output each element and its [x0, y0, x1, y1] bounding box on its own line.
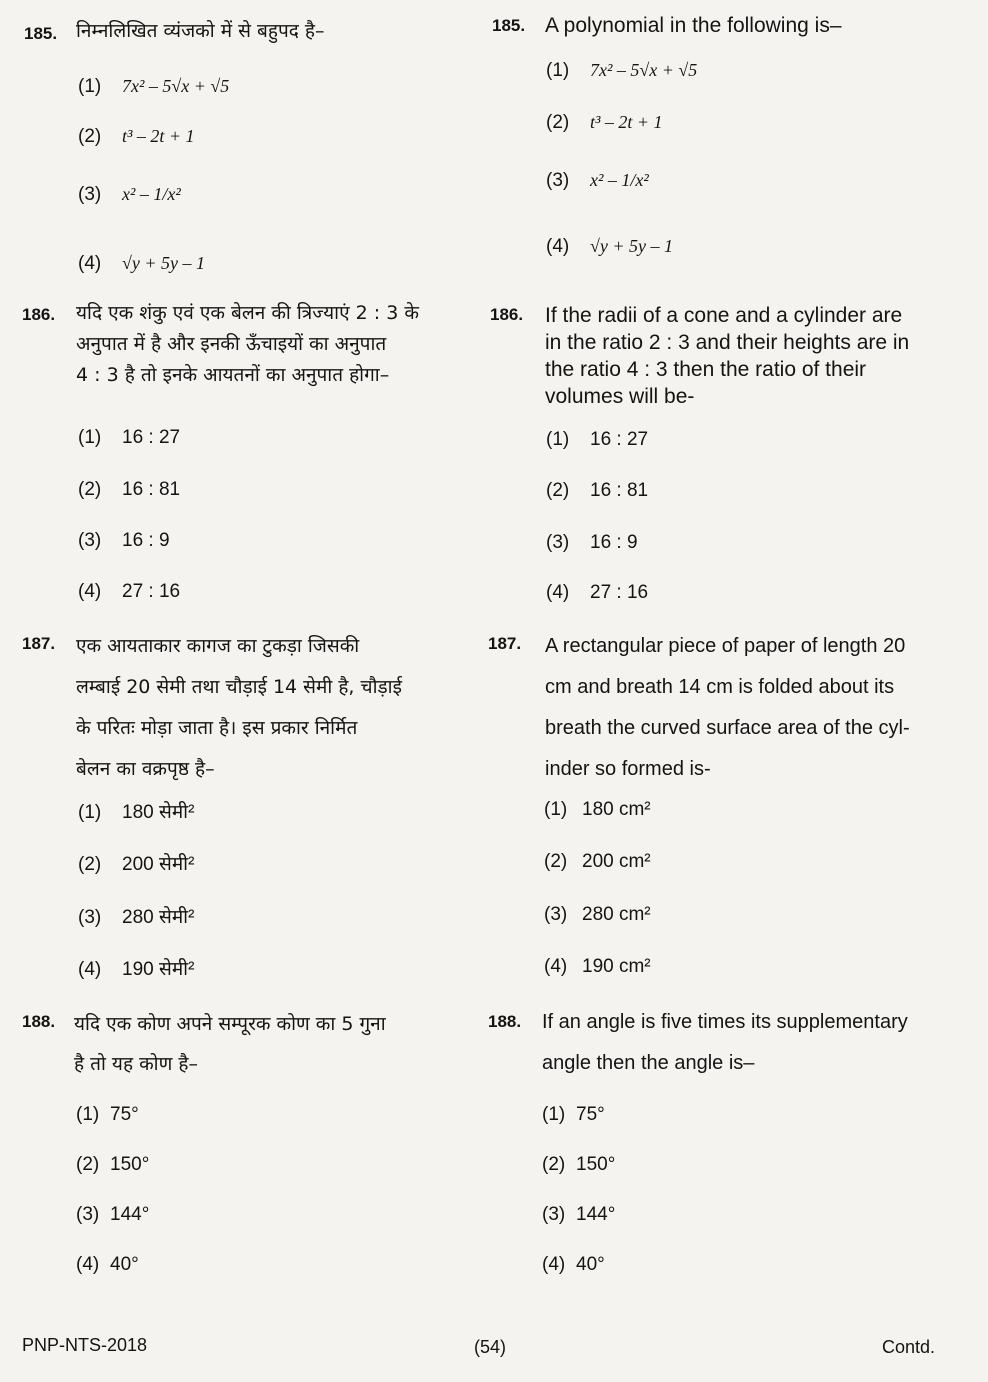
- q186-hi-text: यदि एक शंकु एवं एक बेलन की त्रिज्याएं 2 : 3 के अनुपात में है और इनकी ऊँचाइयों का अनुपात 4 : 3 है तो इनके आयतनों का अनुपात होगा–: [76, 302, 419, 386]
- q188-hi-option-2: (2) 150°: [76, 1154, 150, 1175]
- q188-en-text: If an angle is five times its supplementary angle then the angle is–: [542, 1011, 908, 1074]
- q186-hi-option-3: (3) 16 : 9: [78, 530, 170, 551]
- q186-hi-option-4: (4) 27 : 16: [78, 581, 181, 602]
- q185-en-option-2: (2) t³ – 2t + 1: [546, 112, 663, 133]
- q187-hi-option-3: (3) 280 सेमी²: [78, 907, 195, 928]
- q185-en-option-1: (1) 7x² – 5√x + √5: [546, 60, 698, 81]
- q188-en-number: 188.: [488, 1012, 522, 1031]
- q188-hi-text: यदि एक कोण अपने सम्पूरक कोण का 5 गुना है तो यह कोण है–: [74, 1013, 386, 1075]
- q186-en-option-4: (4) 27 : 16: [546, 582, 649, 603]
- q185-hi-text: निम्नलिखित व्यंजको में से बहुपद है–: [76, 20, 325, 42]
- q185-hi-option-4: (4) √y + 5y – 1: [78, 253, 206, 274]
- q188-hi-option-3: (3) 144°: [76, 1204, 150, 1225]
- q187-en-option-1: (1) 180 cm²: [544, 799, 651, 820]
- q185-hi-number: 185.: [24, 24, 58, 43]
- q187-en-option-4: (4) 190 cm²: [544, 956, 651, 977]
- q188-en-option-4: (4) 40°: [542, 1254, 605, 1275]
- q188-en-option-3: (3) 144°: [542, 1204, 616, 1225]
- q187-en-option-3: (3) 280 cm²: [544, 904, 651, 925]
- q186-en-option-1: (1) 16 : 27: [546, 429, 649, 450]
- q186-en-number: 186.: [490, 305, 524, 324]
- q188-en-option-2: (2) 150°: [542, 1154, 616, 1175]
- q187-en-option-2: (2) 200 cm²: [544, 851, 651, 872]
- q187-hi-option-4: (4) 190 सेमी²: [78, 959, 195, 980]
- q186-en-option-3: (3) 16 : 9: [546, 532, 638, 553]
- q187-hi-number: 187.: [22, 634, 56, 653]
- q186-en-option-2: (2) 16 : 81: [546, 480, 649, 501]
- q185-hi-option-1: (1) 7x² – 5√x + √5: [78, 76, 230, 97]
- q185-hi-option-2: (2) t³ – 2t + 1: [78, 126, 195, 147]
- q185-en-option-4: (4) √y + 5y – 1: [546, 236, 674, 257]
- q187-en-text: A rectangular piece of paper of length 20 cm and breath 14 cm is folded about its breath the curved surface area of the cyl- inder so formed is-: [545, 635, 910, 780]
- q185-en-number: 185.: [492, 16, 526, 35]
- q188-en-option-1: (1) 75°: [542, 1104, 605, 1125]
- q185-en-option-3: (3) x² – 1/x²: [546, 170, 649, 191]
- q186-hi-option-2: (2) 16 : 81: [78, 479, 181, 500]
- q188-hi-option-4: (4) 40°: [76, 1254, 139, 1275]
- q185-en-text: A polynomial in the following is–: [545, 14, 842, 37]
- footer-contd: Contd.: [882, 1337, 936, 1357]
- q187-en-number: 187.: [488, 634, 522, 653]
- q187-hi-text: एक आयताकार कागज का टुकड़ा जिसकी लम्बाई 20 सेमी तथा चौड़ाई 14 सेमी है, चौड़ाई के परितः मोड़ा जाता है। इस प्रकार निर्मित बेलन का वक्रपृष्ठ है–: [76, 635, 402, 780]
- footer-page-number: (54): [474, 1337, 507, 1357]
- q187-hi-option-2: (2) 200 सेमी²: [78, 854, 195, 875]
- q187-hi-option-1: (1) 180 सेमी²: [78, 802, 195, 823]
- q188-hi-number: 188.: [22, 1012, 56, 1031]
- q185-hi-option-3: (3) x² – 1/x²: [78, 184, 181, 205]
- footer-paper-code: PNP-NTS-2018: [22, 1335, 148, 1355]
- q186-hi-number: 186.: [22, 305, 56, 324]
- q186-en-text: If the radii of a cone and a cylinder are in the ratio 2 : 3 and their heights are in the ratio 4 : 3 then the ratio of their volumes will be-: [545, 304, 910, 408]
- q188-hi-option-1: (1) 75°: [76, 1104, 139, 1125]
- q186-hi-option-1: (1) 16 : 27: [78, 427, 181, 448]
